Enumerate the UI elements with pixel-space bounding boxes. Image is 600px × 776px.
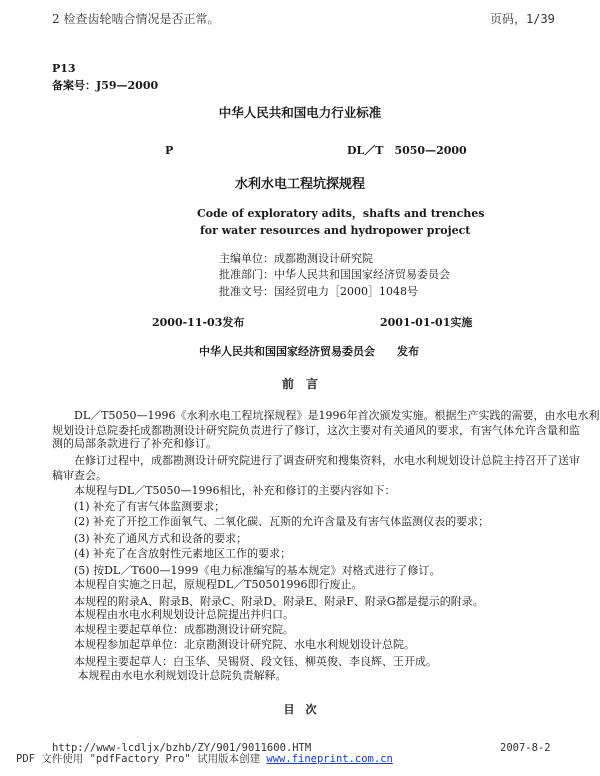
- body-line: (1) 补充了有害气体监测要求；: [52, 500, 226, 513]
- classification: P: [165, 144, 174, 157]
- english-title-line-1: Code of exploratory adits，shafts and trenches: [197, 207, 485, 220]
- body-line: 本规程参加起草单位：北京勘测设计研究院、水电水利规划设计总院。: [52, 638, 415, 651]
- issue-date: 2000-11-03发布: [152, 316, 245, 329]
- body-line: 稿审查会。: [52, 469, 107, 482]
- body-line: 在修订过程中，成都勘测设计研究院进行了调查研究和搜集资料，水电水利规划设计总院主持召开了送审: [52, 454, 580, 467]
- approval-department: 批准部门：中华人民共和国国家经济贸易委员会: [219, 268, 450, 281]
- pdf-note: [16, 752, 393, 766]
- body-line: 本规程的附录A、附录B、附录C、附录D、附录E、附录F、附录G都是提示的附录。: [52, 595, 484, 608]
- editor-unit: 主编单位：成都勘测设计研究院: [219, 252, 373, 265]
- body-line: 本规程自实施之日起，原规程DL／T50501996即行废止。: [52, 578, 363, 591]
- body-line: DL／T5050—1996《水利水电工程坑探规程》是1996年首次颁发实施。根据生产实践的需要，由水电水利: [52, 409, 600, 422]
- doc-code: P13: [52, 62, 76, 75]
- effective-date: 2001-01-01实施: [380, 316, 473, 329]
- body-line: 本规程主要起草单位：成都勘测设计研究院。: [52, 623, 294, 636]
- footer-url: http://www-lcdljx/bzhb/ZY/901/9011600.HTM: [52, 742, 312, 754]
- english-title-line-2: for water resources and hydropower project: [200, 224, 471, 237]
- standard-title: 中华人民共和国电力行业标准: [218, 105, 382, 120]
- body-line: (5) 按DL／T600—1999《电力标准编写的基本规定》对格式进行了修订。: [52, 564, 441, 577]
- page-header-left: 2 检查齿轮啮合情况是否正常。: [52, 12, 220, 26]
- document-title: 水利水电工程坑探规程: [234, 177, 365, 192]
- body-line: 本规程由水电水利规划设计总院负责解释。: [52, 669, 287, 682]
- body-line: (3) 补充了通风方式和设备的要求；: [52, 532, 248, 545]
- fineprint-link[interactable]: www.fineprint.com.cn: [266, 753, 393, 765]
- body-line: 规划设计总院委托成都勘测设计研究院负责进行了修订，这次主要对有关通风的要求，有害气体允许含量和监: [52, 424, 580, 437]
- body-line: 本规程主要起草人：白玉华、吴锡贤、段文钰、柳英俊、李良辉、王开成。: [52, 655, 437, 668]
- toc-heading: 目 次: [283, 703, 317, 716]
- body-line: 测的局部条款进行了补充和修订。: [52, 437, 217, 450]
- footer-date: 2007-8-2: [500, 742, 551, 754]
- record-number: 备案号：J59—2000: [52, 79, 159, 92]
- body-line: 本规程与DL／T5050—1996相比，补充和修订的主要内容如下：: [52, 484, 396, 497]
- approval-document-number: 批准文号：国经贸电力［2000］1048号: [219, 285, 418, 298]
- pdf-note-text: PDF 文件使用 "pdfFactory Pro" 试用版本创建: [16, 753, 261, 765]
- foreword-heading: 前 言: [281, 377, 318, 391]
- publisher: 中华人民共和国国家经济贸易委员会 发布: [199, 345, 419, 358]
- body-line: (4) 补充了在含放射性元素地区工作的要求；: [52, 547, 292, 560]
- body-line: (2) 补充了开挖工作面氧气、二氧化碳、瓦斯的允许含量及有害气体监测仪表的要求；: [52, 515, 490, 528]
- page-number: 页码，1/39: [490, 12, 555, 26]
- body-line: 本规程由水电水利规划设计总院提出并归口。: [52, 608, 294, 621]
- standard-number: DL／T 5050—2000: [347, 144, 467, 157]
